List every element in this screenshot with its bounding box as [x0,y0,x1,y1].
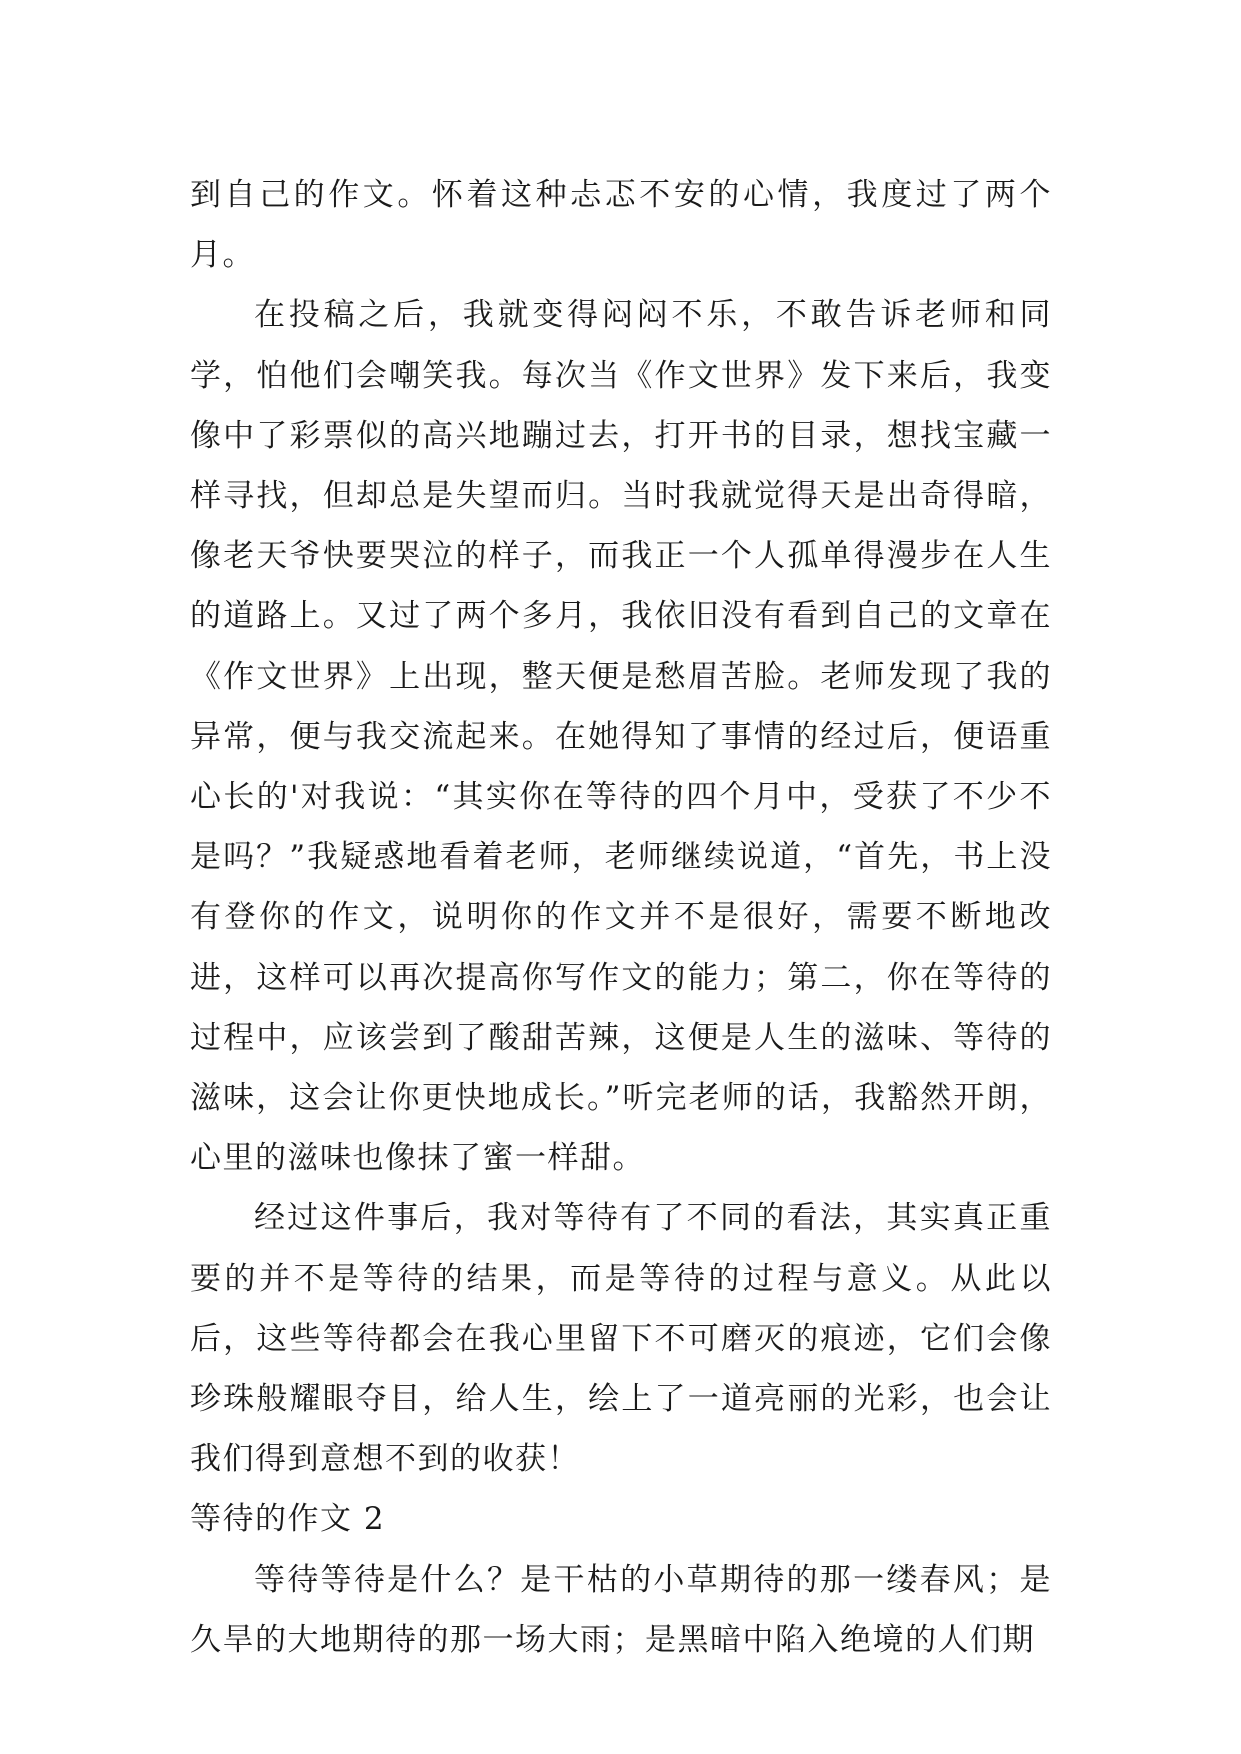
paragraph-waiting-story: 在投稿之后，我就变得闷闷不乐，不敢告诉老师和同学，怕他们会嘲笑我。每次当《作文世界》发下来后，我变像中了彩票似的高兴地蹦过去，打开书的目录，想找宝藏一样寻找，但却总是失望而归。当时我就觉得天是出奇得暗，像老天爷快要哭泣的样子，而我正一个人孤单得漫步在人生的道路上。又过了两个多月，我依旧没有看到自己的文章在《作文世界》上出现，整天便是愁眉苦脸。老师发现了我的异常，便与我交流起来。在她得知了事情的经过后，便语重心长的'对我说：“其实你在等待的四个月中，受获了不少不是吗？”我疑惑地看着老师，老师继续说道，“首先，书上没有登你的作文，说明你的作文并不是很好，需要不断地改进，这样可以再次提高你写作文的能力；第二，你在等待的过程中，应该尝到了酸甜苦辣，这便是人生的滋味、等待的滋味，这会让你更快地成长。”听完老师的话，我豁然开朗，心里的滋味也像抹了蜜一样甜。 [190,297,1052,1177]
section-heading: 等待的作文 2 [190,1501,386,1538]
document-body [190,165,1052,1670]
paragraph-essay-2-opening: 等待等待是什么？是干枯的小草期待的那一缕春风；是久旱的大地期待的那一场大雨；是黑暗中陷入绝境的人们期 [190,1561,1052,1658]
paragraph-continuation: 到自己的作文。怀着这种忐忑不安的心情，我度过了两个月。 [190,177,1052,274]
paragraph-conclusion: 经过这件事后，我对等待有了不同的看法，其实真正重要的并不是等待的结果，而是等待的过程与意义。从此以后，这些等待都会在我心里留下不可磨灭的痕迹，它们会像珍珠般耀眼夺目，给人生，绘上了一道亮丽的光彩，也会让我们得到意想不到的收获！ [190,1200,1052,1478]
